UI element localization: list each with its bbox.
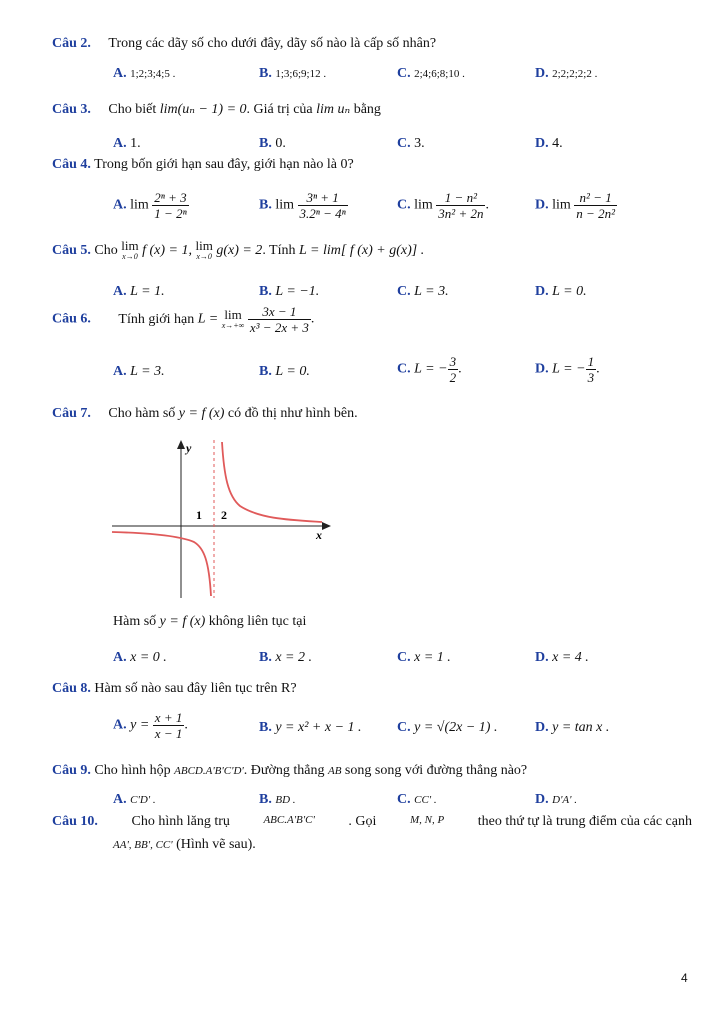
q5-stem: Câu 5. Cho lim x→0 f (x) = 1, lim x→0 g(x) = 2. Tính L = lim[ f (x) + g(x)] . [52, 238, 425, 261]
q4-option-d[interactable]: D. lim $\frac{\text{n² − 1}}{\text{n − 2n²}}$ [535, 190, 615, 221]
x-axis-label: x [316, 528, 322, 542]
q8-option-d[interactable]: D. y = tan x . [535, 720, 610, 735]
q2-option-a[interactable]: A. 1;2;3;4;5 . [113, 66, 176, 81]
q5-lim-g: lim x→0 [195, 238, 213, 261]
q4-stem [52, 157, 354, 173]
q6-option-c[interactable]: C. L = − $\frac{3}{2}$ . [397, 354, 462, 385]
y-axis-label: y [186, 441, 192, 455]
q9-option-c[interactable]: C. CC' . [397, 792, 437, 807]
q9-stem: Câu 9. Cho hình hộp ABCD.A'B'C'D'. Đường thẳng AB song song với đường thẳng nào? [52, 763, 528, 778]
q6-c-fraction: $\frac{3}{2}$ [449, 354, 457, 385]
q3-expression-2: lim uₙ [316, 102, 351, 117]
q6-d-fraction: $\frac{1}{3}$ [587, 354, 595, 385]
q3-option-c[interactable]: C. 3. [397, 136, 425, 151]
q6-lim: lim x→+∞ [221, 306, 245, 330]
x-axis-arrow [322, 522, 331, 530]
q9-option-d[interactable]: D. D'A' . [535, 792, 577, 807]
q9-number: Câu 9. [52, 763, 91, 778]
q5-lim-f: lim x→0 [121, 238, 139, 261]
page-number: 4 [681, 971, 688, 985]
q8-text: Hàm số nào sau đây liên tục trên R? [94, 681, 297, 696]
q3-option-b[interactable]: B. 0. [259, 136, 286, 151]
q6-option-a[interactable]: A. L = 3. [113, 364, 165, 379]
q4-a-fraction: $\frac{\text{2ⁿ + 3}}{\text{1 − 2ⁿ}}$ [154, 190, 187, 221]
curve-right-branch [222, 442, 322, 522]
q7-option-b[interactable]: B. x = 2 . [259, 650, 313, 665]
q6-stem: Câu 6. Tính giới hạn L = lim x→+∞ $\frac{3x - 1}{\text{x³ − 2x + 3}}$ . [52, 304, 315, 335]
q9-expression-2: AB [327, 765, 342, 777]
q3-number: Câu 3. [52, 102, 91, 117]
q5-number: Câu 5. [52, 243, 91, 259]
q5-option-a[interactable]: A. L = 1. [113, 284, 165, 299]
q6-option-d[interactable]: D. L = − $\frac{1}{3}$ . [535, 354, 600, 385]
y-axis-arrow [177, 440, 185, 449]
q3-option-a[interactable]: A. 1. [113, 136, 141, 151]
q9-option-b[interactable]: B. BD . [259, 792, 296, 807]
q7-expression: y = f (x) [178, 406, 225, 421]
tick-label-2: 2 [221, 508, 227, 522]
q10-stem-line1: Câu 10. Cho hình lăng trụ ABC.A'B'C' . Gọi M, N, P theo thứ tự là trung điểm của các cạnh [52, 814, 692, 829]
q3-stem: Câu 3. Cho biết lim(uₙ − 1) = 0. Giá trị của lim uₙ bằng [52, 102, 381, 117]
q10-number: Câu 10. [52, 814, 98, 829]
q4-option-a[interactable]: A. lim $\frac{\text{2ⁿ + 3}}{\text{1 − 2ⁿ}}$ [113, 190, 187, 221]
q8-a-fraction: $\frac{x + 1}{x - 1}$ [154, 710, 183, 741]
q5-option-c[interactable]: C. L = 3. [397, 284, 449, 299]
q4-b-fraction: $\frac{\text{3ⁿ + 1}}{\text{3.2ⁿ − 4ⁿ}}$ [299, 190, 346, 221]
q5-option-b[interactable]: B. L = −1. [259, 284, 320, 299]
q2-option-c[interactable]: C. 2;4;6;8;10 . [397, 66, 465, 81]
q6-fraction: $\frac{3x - 1}{\text{x³ − 2x + 3}}$ [249, 304, 309, 335]
q8-option-c[interactable]: C. y = √(2x − 1) . [397, 720, 498, 735]
q9-expression: ABCD.A'B'C'D' [174, 765, 244, 777]
q2-option-d[interactable]: D. 2;2;2;2;2 . [535, 66, 598, 81]
q2-number: Câu 2. [52, 36, 91, 51]
q6-option-b[interactable]: B. L = 0. [259, 364, 310, 379]
q10-expression: ABC.A'B'C' [263, 814, 315, 826]
q8-number: Câu 8. [52, 681, 91, 696]
q7-option-d[interactable]: D. x = 4 . [535, 650, 589, 665]
q8-option-b[interactable]: B. y = x² + x − 1 . [259, 720, 362, 735]
q4-d-fraction: $\frac{\text{n² − 1}}{\text{n − 2n²}}$ [576, 190, 615, 221]
q10-edges: AA', BB', CC' [113, 839, 173, 851]
q3-option-d[interactable]: D. 4. [535, 136, 563, 151]
q7-number: Câu 7. [52, 406, 91, 421]
q2-option-b[interactable]: B. 1;3;6;9;12 . [259, 66, 327, 81]
tick-label-1: 1 [196, 508, 202, 522]
q4-number: Câu 4. [52, 157, 91, 172]
q4-c-fraction: $\frac{\text{1 − n²}}{\text{3n² + 2n}}$ [438, 190, 484, 221]
q7-function-graph [110, 436, 332, 600]
q4-text: Trong bốn giới hạn sau đây, giới hạn nào là 0? [94, 157, 354, 172]
q7-option-c[interactable]: C. x = 1 . [397, 650, 451, 665]
q4-option-c[interactable]: C. lim $\frac{\text{1 − n²}}{\text{3n² + 2n}}$ . [397, 190, 489, 221]
q4-option-b[interactable]: B. lim $\frac{\text{3ⁿ + 1}}{\text{3.2ⁿ − 4ⁿ}}$ [259, 190, 346, 221]
q7-prompt: Hàm số y = f (x) không liên tục tại [113, 614, 307, 629]
q10-stem-line2: AA', BB', CC' (Hình vẽ sau). [113, 837, 256, 852]
q10-points: M, N, P [409, 814, 445, 826]
curve-left-branch [112, 532, 211, 596]
q5-option-d[interactable]: D. L = 0. [535, 284, 587, 299]
q7-stem: Câu 7. Cho hàm số y = f (x) có đồ thị như hình bên. [52, 406, 358, 421]
q8-stem [52, 681, 297, 697]
q7-option-a[interactable]: A. x = 0 . [113, 650, 167, 665]
q9-option-a[interactable]: A. C'D' . [113, 792, 156, 807]
q3-expression: lim(uₙ − 1) = 0 [159, 102, 247, 117]
q2-text: Trong các dãy số cho dưới đây, dãy số nào là cấp số nhân? [108, 36, 437, 51]
q6-number: Câu 6. [52, 311, 91, 327]
q2-stem [52, 36, 436, 52]
q8-option-a[interactable]: A. y = $\frac{x + 1}{x - 1}$ . [113, 710, 188, 741]
